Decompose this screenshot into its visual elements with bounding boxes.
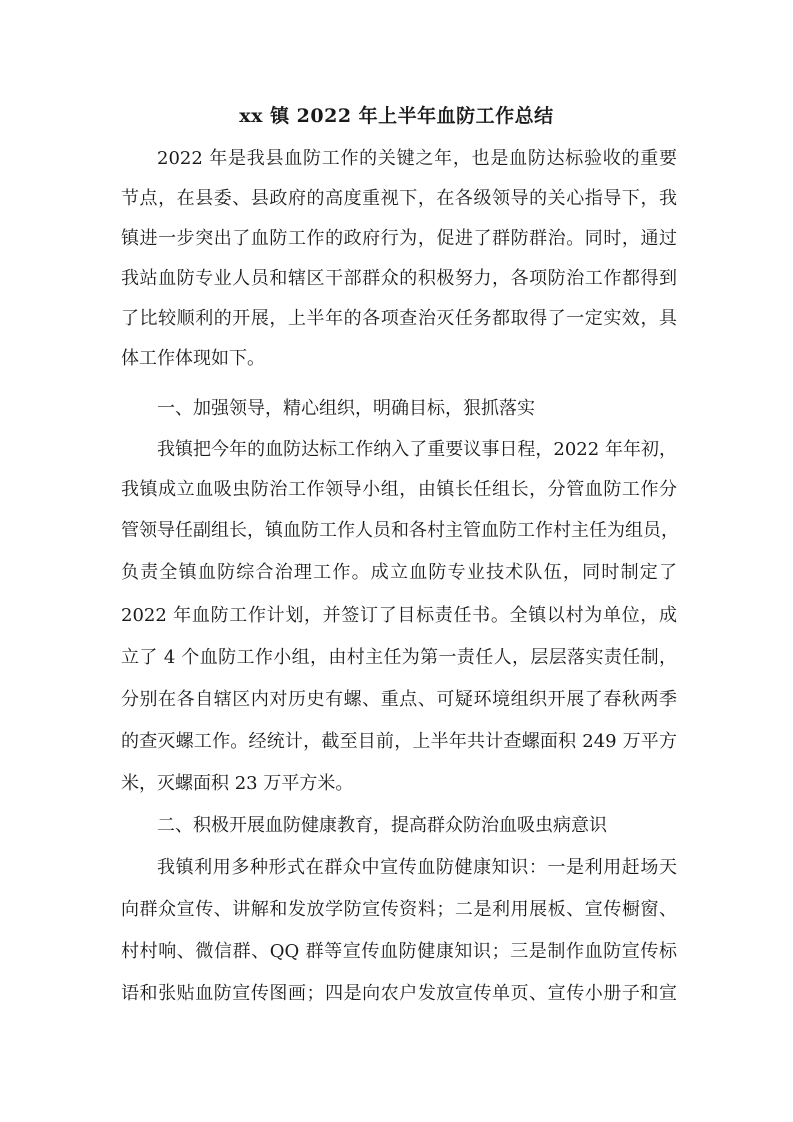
- paragraph-2-line-8: 的查灭螺工作。经统计，截至目前，上半年共计查螺面积 249 万平方: [121, 731, 677, 752]
- paragraph-1-line-1: 2022 年是我县血防工作的关键之年，也是血防达标验收的重要: [157, 148, 677, 169]
- document-title: xx 镇 2022 年上半年血防工作总结: [239, 105, 554, 127]
- section-heading-1: 一、加强领导，精心组织，明确目标，狠抓落实: [157, 398, 535, 419]
- paragraph-1-line-3: 镇进一步突出了血防工作的政府行为，促进了群防群治。同时，通过: [121, 228, 677, 249]
- paragraph-2-line-1: 我镇把今年的血防达标工作纳入了重要议事日程，2022 年年初，: [157, 439, 677, 460]
- section-heading-2: 二、积极开展血防健康教育，提高群众防治血吸虫病意识: [157, 815, 607, 836]
- paragraph-3-line-1: 我镇利用多种形式在群众中宣传血防健康知识：一是利用赶场天: [157, 857, 677, 878]
- paragraph-1-line-6: 体工作体现如下。: [121, 348, 265, 369]
- paragraph-1-line-2: 节点，在县委、县政府的高度重视下，在各级领导的关心指导下，我: [121, 188, 677, 209]
- paragraph-2-line-3: 管领导任副组长，镇血防工作人员和各村主管血防工作村主任为组员，: [121, 520, 679, 541]
- paragraph-2-line-2: 我镇成立血吸虫防治工作领导小组，由镇长任组长，分管血防工作分: [121, 479, 677, 500]
- paragraph-3-line-2: 向群众宣传、讲解和发放学防宣传资料；二是利用展板、宣传橱窗、: [121, 899, 677, 920]
- paragraph-2-line-9: 米，灭螺面积 23 万平方米。: [121, 773, 354, 794]
- paragraph-2-line-7: 分别在各自辖区内对历史有螺、重点、可疑环境组织开展了春秋两季: [121, 689, 677, 710]
- paragraph-3-line-3: 村村响、微信群、QQ 群等宣传血防健康知识；三是制作血防宣传标: [121, 941, 677, 962]
- paragraph-2-line-5: 2022 年血防工作计划，并签订了目标责任书。全镇以村为单位，成: [121, 605, 677, 626]
- paragraph-2-line-4: 负责全镇血防综合治理工作。成立血防专业技术队伍，同时制定了: [121, 562, 677, 583]
- paragraph-1-line-4: 我站血防专业人员和辖区干部群众的积极努力，各项防治工作都得到: [121, 268, 677, 289]
- paragraph-2-line-6: 立了 4 个血防工作小组，由村主任为第一责任人，层层落实责任制，: [121, 647, 677, 668]
- paragraph-3-line-4: 语和张贴血防宣传图画；四是向农户发放宣传单页、宣传小册子和宣: [121, 983, 677, 1004]
- paragraph-1-line-5: 了比较顺利的开展，上半年的各项查治灭任务都取得了一定实效，具: [121, 308, 677, 329]
